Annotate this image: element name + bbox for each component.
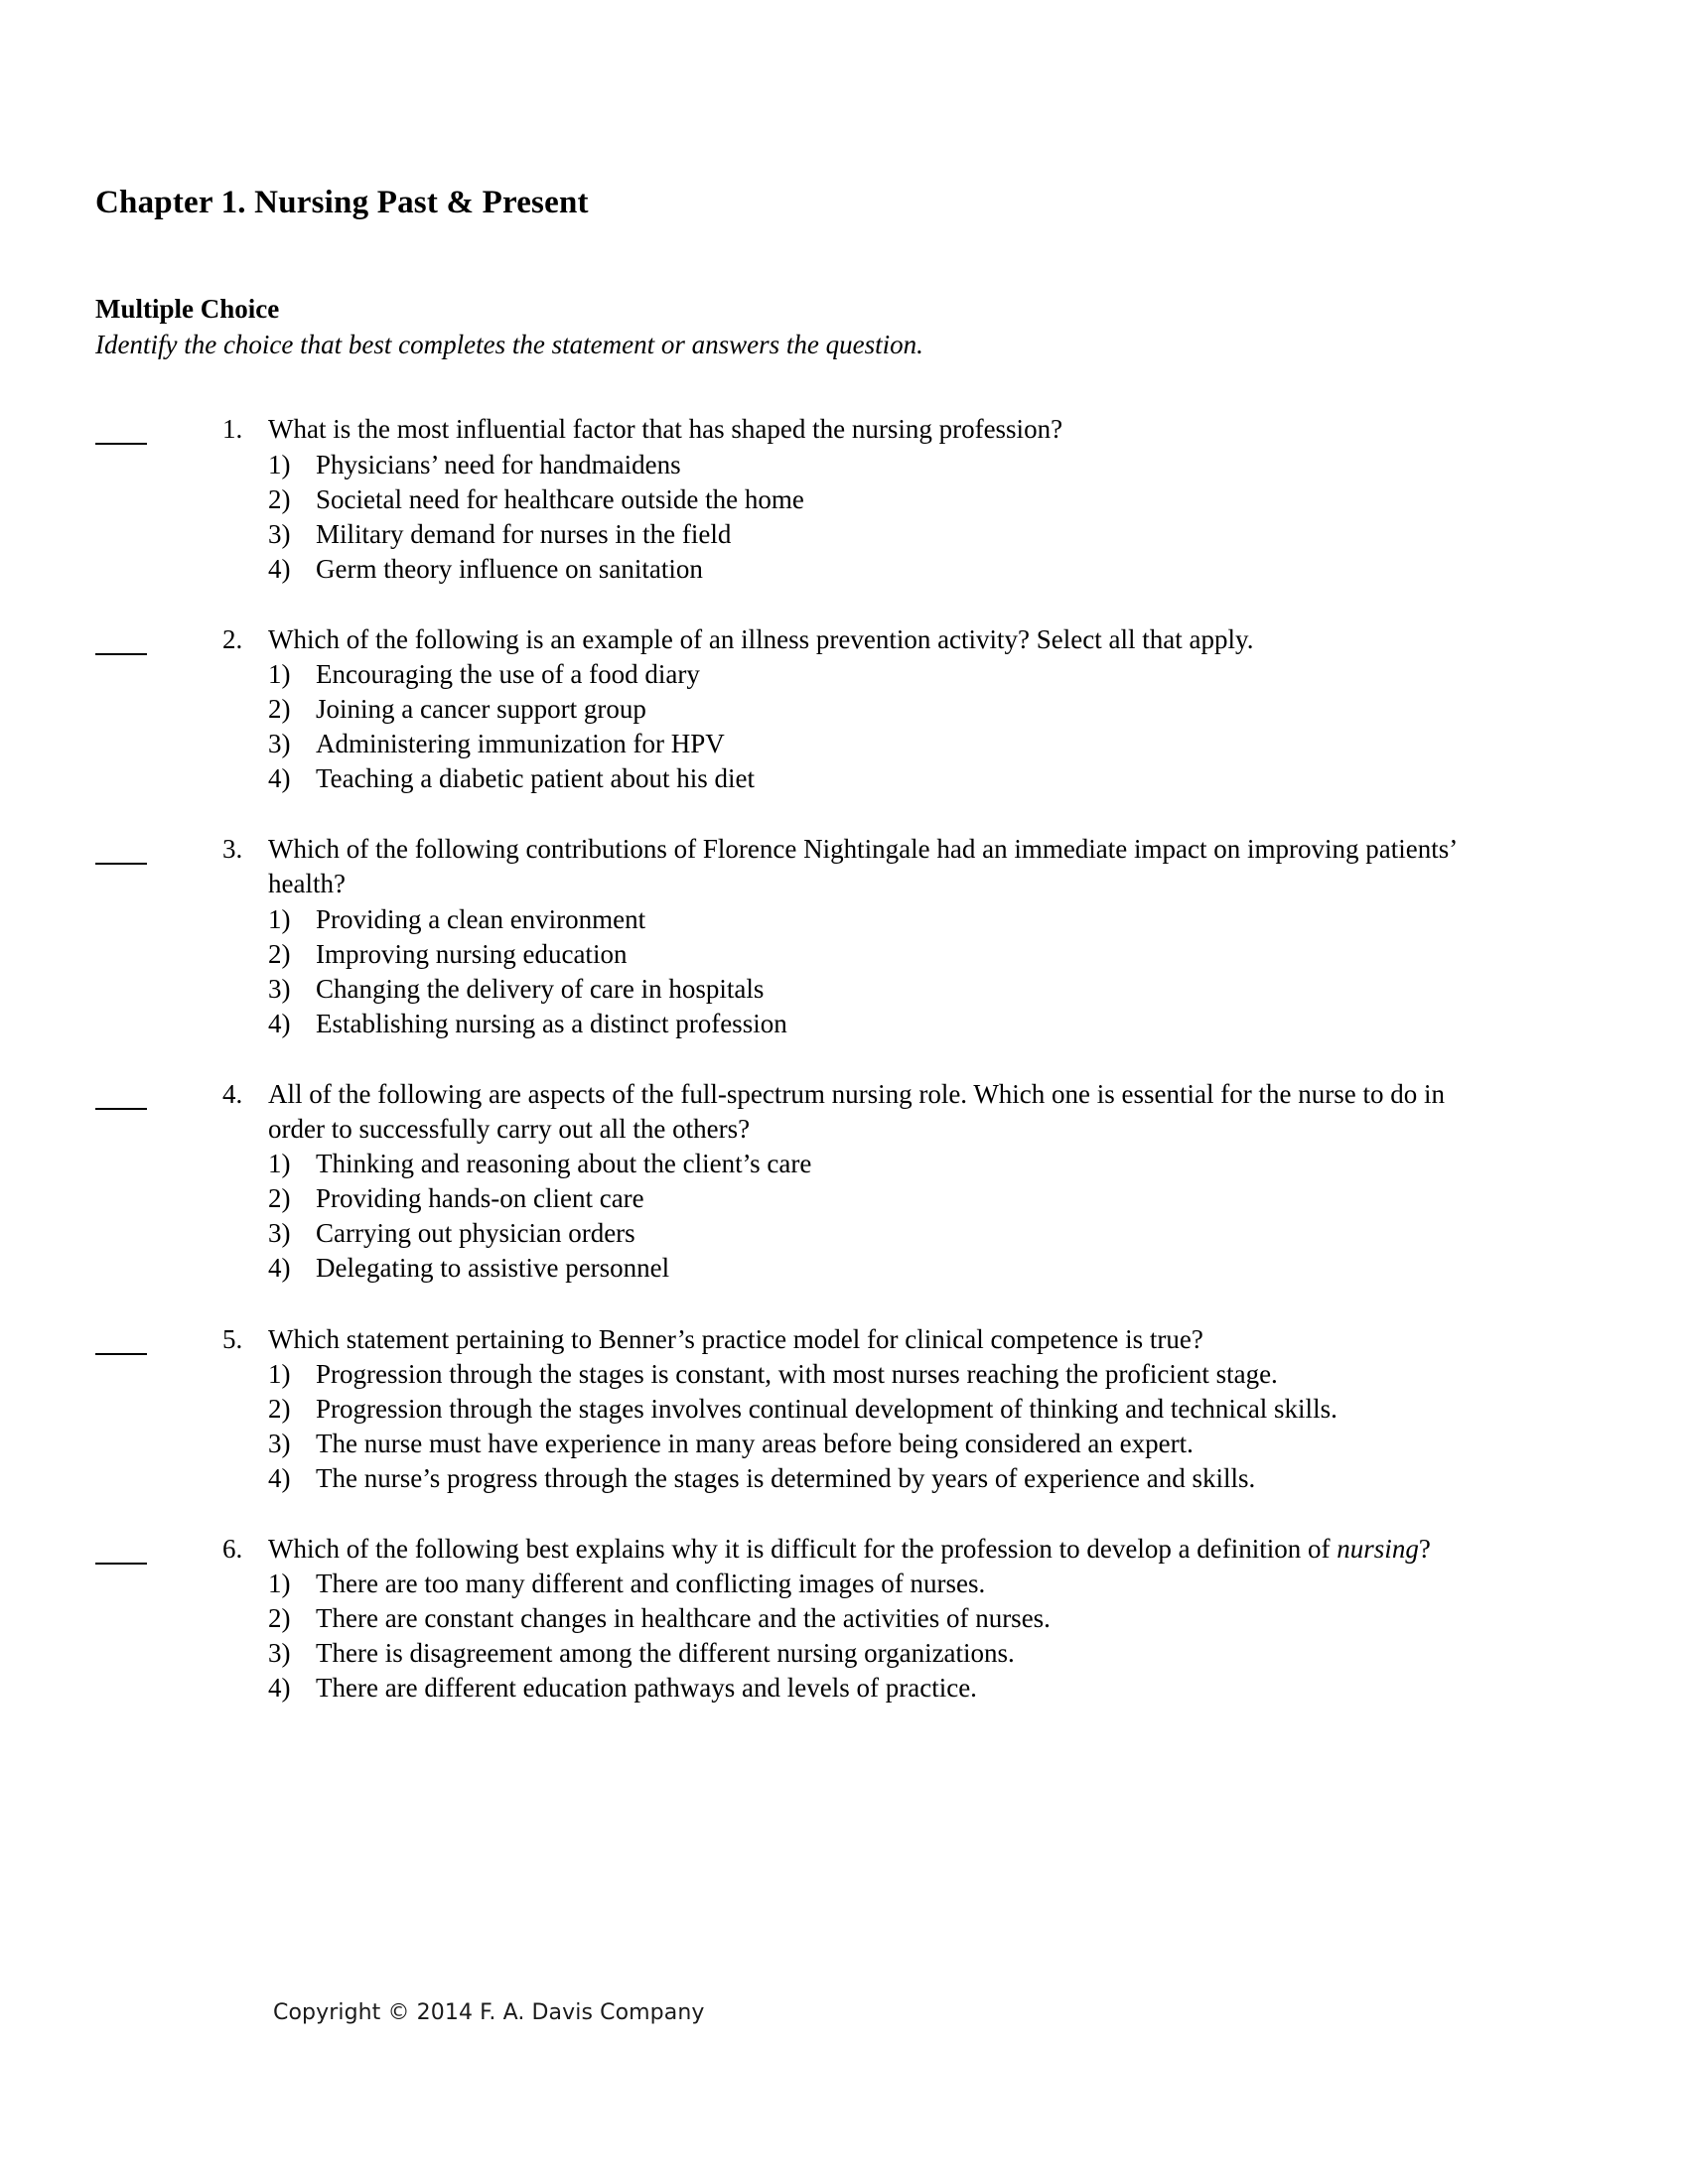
option-text: Military demand for nurses in the field xyxy=(316,518,732,549)
option-list xyxy=(268,448,1500,587)
question-number: 3. xyxy=(222,834,243,865)
option-item[interactable] xyxy=(268,1357,1500,1392)
option-number: 3) xyxy=(268,973,291,1004)
option-item[interactable] xyxy=(268,937,1500,972)
answer-blank[interactable] xyxy=(95,1562,147,1565)
section-heading: Multiple Choice xyxy=(95,293,280,324)
question-stem-row xyxy=(222,1322,1500,1357)
question-number: 1. xyxy=(222,414,243,445)
option-number: 3) xyxy=(268,1428,291,1458)
question-item xyxy=(95,832,1500,1041)
question-list xyxy=(95,412,1500,1706)
option-text: Delegating to assistive personnel xyxy=(316,1253,670,1284)
option-text: Germ theory influence on sanitation xyxy=(316,553,703,584)
option-number: 2) xyxy=(268,483,291,514)
option-number: 4) xyxy=(268,553,291,584)
question-item xyxy=(95,1322,1500,1496)
question-item xyxy=(95,1077,1500,1287)
question-stem: Which of the following contributions of Florence Nightingale had an immediate impact on improving patients’ health? xyxy=(268,834,1457,899)
option-text: The nurse must have experience in many areas before being considered an expert. xyxy=(316,1428,1194,1458)
option-text: Progression through the stages is constant, with most nurses reaching the proficient stage. xyxy=(316,1358,1278,1389)
option-item[interactable] xyxy=(268,727,1500,761)
option-item[interactable] xyxy=(268,517,1500,552)
question-number: 4. xyxy=(222,1078,243,1109)
option-number: 4) xyxy=(268,1673,291,1704)
option-text: Administering immunization for HPV xyxy=(316,729,725,759)
option-number: 2) xyxy=(268,1183,291,1214)
option-text: The nurse’s progress through the stages is determined by years of experience and skills. xyxy=(316,1462,1256,1493)
question-stem-row xyxy=(222,1077,1500,1147)
option-number: 4) xyxy=(268,1253,291,1284)
section-instruction: Identify the choice that best completes the statement or answers the question. xyxy=(95,330,923,360)
option-number: 4) xyxy=(268,1008,291,1038)
option-text: There are too many different and conflicting images of nurses. xyxy=(316,1569,986,1599)
option-list xyxy=(268,902,1500,1041)
option-text: There are different education pathways and levels of practice. xyxy=(316,1673,977,1704)
option-list xyxy=(268,1357,1500,1496)
option-text: Thinking and reasoning about the client’s care xyxy=(316,1149,812,1179)
option-number: 1) xyxy=(268,903,291,934)
option-item[interactable] xyxy=(268,1461,1500,1496)
option-list xyxy=(268,657,1500,796)
question-stem: Which statement pertaining to Benner’s practice model for clinical competence is true? xyxy=(268,1323,1203,1354)
option-item[interactable] xyxy=(268,448,1500,482)
option-number: 3) xyxy=(268,1638,291,1669)
option-text: Providing a clean environment xyxy=(316,903,646,934)
question-stem-part: Which of the following best explains why it is difficult for the profession to develop a definition of xyxy=(268,1533,1337,1564)
option-text: There are constant changes in healthcare and the activities of nurses. xyxy=(316,1603,1051,1634)
copyright-footer: Copyright © 2014 F. A. Davis Company xyxy=(273,2000,705,2025)
option-text: Improving nursing education xyxy=(316,938,628,969)
question-stem-row xyxy=(222,1532,1500,1567)
document-body xyxy=(95,184,1500,1741)
option-number: 2) xyxy=(268,1603,291,1634)
option-number: 1) xyxy=(268,449,291,479)
option-item[interactable] xyxy=(268,1427,1500,1461)
option-number: 2) xyxy=(268,694,291,725)
answer-blank[interactable] xyxy=(95,652,147,655)
option-text: Societal need for healthcare outside the home xyxy=(316,483,804,514)
option-text: Changing the delivery of care in hospitals xyxy=(316,973,765,1004)
question-number: 2. xyxy=(222,623,243,654)
question-item xyxy=(95,1532,1500,1706)
option-text: Carrying out physician orders xyxy=(316,1218,635,1249)
question-number: 6. xyxy=(222,1533,243,1564)
option-number: 3) xyxy=(268,729,291,759)
option-text: Physicians’ need for handmaidens xyxy=(316,449,681,479)
option-item[interactable] xyxy=(268,1251,1500,1286)
question-item xyxy=(95,412,1500,586)
option-item[interactable] xyxy=(268,692,1500,727)
answer-blank[interactable] xyxy=(95,1107,147,1110)
option-number: 1) xyxy=(268,1358,291,1389)
option-text: Establishing nursing as a distinct profession xyxy=(316,1008,787,1038)
option-item[interactable] xyxy=(268,1601,1500,1636)
option-number: 2) xyxy=(268,938,291,969)
answer-blank[interactable] xyxy=(95,442,147,445)
option-number: 1) xyxy=(268,1569,291,1599)
question-stem xyxy=(268,1532,1500,1567)
question-stem-emphasis: nursing xyxy=(1336,1533,1419,1564)
question-stem-row xyxy=(222,622,1500,657)
question-stem: Which of the following is an example of an illness prevention activity? Select all that apply. xyxy=(268,623,1254,654)
option-item[interactable] xyxy=(268,1567,1500,1601)
question-stem-row xyxy=(222,412,1500,447)
option-number: 2) xyxy=(268,1393,291,1424)
option-item[interactable] xyxy=(268,657,1500,692)
option-text: Encouraging the use of a food diary xyxy=(316,659,700,689)
option-item[interactable] xyxy=(268,761,1500,796)
option-text: There is disagreement among the different nursing organizations. xyxy=(316,1638,1015,1669)
option-text: Joining a cancer support group xyxy=(316,694,646,725)
answer-blank[interactable] xyxy=(95,1352,147,1355)
option-item[interactable] xyxy=(268,1671,1500,1706)
question-number: 5. xyxy=(222,1323,243,1354)
option-item[interactable] xyxy=(268,482,1500,517)
option-item[interactable] xyxy=(268,972,1500,1007)
option-text: Teaching a diabetic patient about his diet xyxy=(316,763,755,794)
answer-blank[interactable] xyxy=(95,862,147,865)
option-item[interactable] xyxy=(268,1181,1500,1216)
question-stem: What is the most influential factor that has shaped the nursing profession? xyxy=(268,414,1063,445)
option-number: 3) xyxy=(268,1218,291,1249)
option-number: 4) xyxy=(268,763,291,794)
question-stem-part: ? xyxy=(1418,1533,1431,1564)
question-stem-row xyxy=(222,832,1500,901)
option-text: Progression through the stages involves continual development of thinking and technical skills. xyxy=(316,1393,1337,1424)
option-item[interactable] xyxy=(268,552,1500,587)
option-list xyxy=(268,1567,1500,1706)
option-list xyxy=(268,1147,1500,1286)
option-number: 3) xyxy=(268,518,291,549)
question-stem: All of the following are aspects of the full-spectrum nursing role. Which one is essential for the nurse to do in order to successfully carry out all the others? xyxy=(268,1078,1445,1145)
option-item[interactable] xyxy=(268,1392,1500,1427)
option-item[interactable] xyxy=(268,1636,1500,1671)
option-text: Providing hands-on client care xyxy=(316,1183,644,1214)
question-item xyxy=(95,622,1500,796)
page-title: Chapter 1. Nursing Past & Present xyxy=(95,185,589,220)
option-item[interactable] xyxy=(268,1216,1500,1251)
option-number: 1) xyxy=(268,659,291,689)
option-item[interactable] xyxy=(268,1007,1500,1041)
option-item[interactable] xyxy=(268,1147,1500,1181)
option-item[interactable] xyxy=(268,902,1500,937)
option-number: 1) xyxy=(268,1149,291,1179)
option-number: 4) xyxy=(268,1462,291,1493)
